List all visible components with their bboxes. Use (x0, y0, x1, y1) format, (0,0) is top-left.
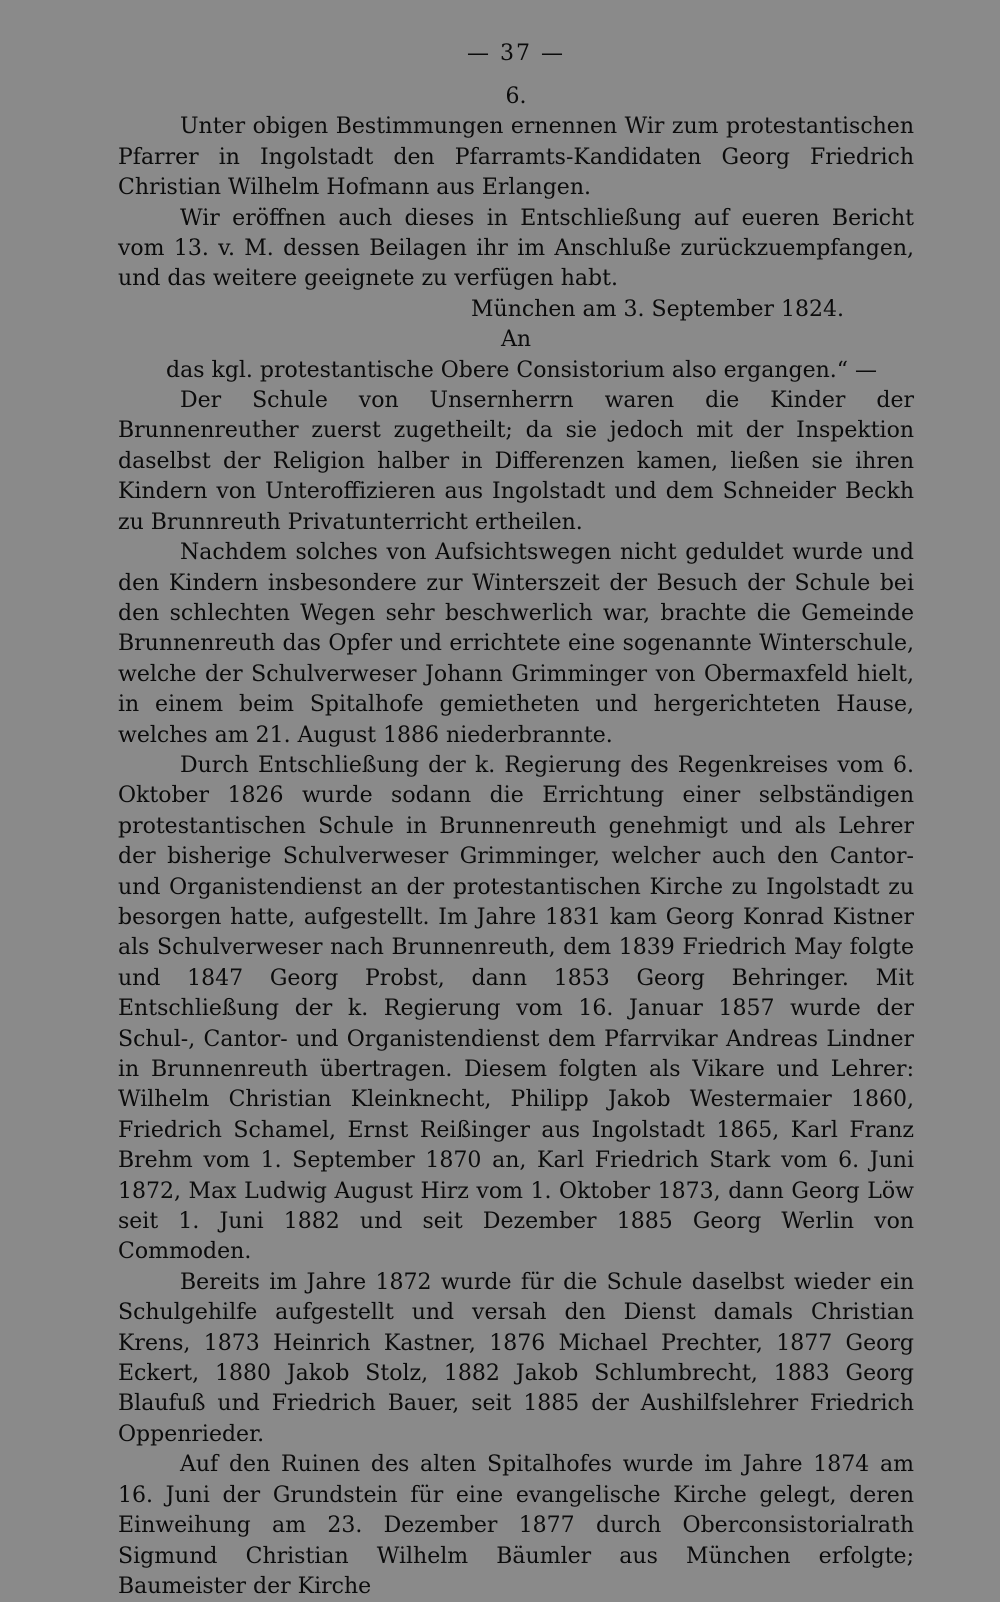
closing-line: das kgl. protestantische Obere Consistorium also ergangen.“ — (166, 357, 877, 383)
paragraph-appointment: Unter obigen Bestimmungen ernennen Wir zum protestantischen Pfarrer in Ingolstadt den Pfarramts-Kandidaten Georg Friedrich Christian Wilhelm Hofmann aus Erlangen. (118, 114, 914, 201)
place-date-line: München am 3. September 1824. (471, 296, 844, 322)
page-number: — 37 — (467, 41, 565, 66)
paragraph-school-history-2: Nachdem solches von Aufsichtswegen nicht geduldet wurde und den Kindern insbesondere zur Winterszeit der Besuch der Schule bei den schlechten Wegen sehr beschwerlich war, brachte die Gemeinde Brunnenreuth das Opfer und errichtete eine sogenannte Winterschule, welche der Schulverweser Johann Grimminger von Obermaxfeld hielt, in einem beim Spitalhofe gemietheten und hergerichteten Hause, welches am 21. August 1886 niederbrannte. (118, 540, 914, 748)
paragraph-notice: Wir eröffnen auch dieses in Entschließung auf eueren Bericht vom 13. v. M. dessen Beilagen ihr im Anschluße zurückzuempfangen, und das weitere geeignete zu verfügen habt. (118, 205, 914, 292)
section-number: 6. (505, 84, 527, 109)
document-page (118, 36, 914, 1602)
paragraph-church: Auf den Ruinen des alten Spitalhofes wurde im Jahre 1874 am 16. Juni der Grundstein für eine evangelische Kirche gelegt, deren Einweihung am 23. Dezember 1877 durch Oberconsistorialrath Sigmund Christian Wilhelm Bäumler aus München erfolgte; Baumeister der Kirche (118, 1452, 914, 1599)
paragraph-school-history-3: Durch Entschließung der k. Regierung des Regenkreises vom 6. Oktober 1826 wurde sodann die Errichtung einer selbständigen protestantischen Schule in Brunnenreuth genehmigt und als Lehrer der bisherige Schulverweser Grimminger, welcher auch den Cantor- und Organistendienst an der protestantischen Kirche zu Ingolstadt zu besorgen hatte, aufgestellt. Im Jahre 1831 kam Georg Konrad Kistner als Schulverweser nach Brunnenreuth, dem 1839 Friedrich May folgte und 1847 Georg Probst, dann 1853 Georg Behringer. Mit Entschließung der k. Regierung vom 16. Januar 1857 wurde der Schul-, Cantor- und Organistendienst dem Pfarrvikar Andreas Lindner in Brunnenreuth übertragen. Diesem folgten als Vikare und Lehrer: Wilhelm Christian Kleinknecht, Philipp Jakob Westermaier 1860, Friedrich Schamel, Ernst Reißinger aus Ingolstadt 1865, Karl Franz Brehm vom 1. September 1870 an, Karl Friedrich Stark vom 6. Juni 1872, Max Ludwig August Hirz vom 1. Oktober 1873, dann Georg Löw seit 1. Juni 1882 und seit Dezember 1885 Georg Werlin von Commoden. (118, 752, 914, 1265)
paragraph-school-history-1: Der Schule von Unsernherrn waren die Kinder der Brunnenreuther zuerst zugetheilt; da sie jedoch mit der Inspektion daselbst der Religion halber in Differenzen kamen, ließen sie ihren Kindern von Unteroffizieren aus Ingolstadt und dem Schneider Beckh zu Brunnreuth Privatunterricht ertheilen. (118, 388, 914, 535)
paragraph-school-assistants: Bereits im Jahre 1872 wurde für die Schule daselbst wieder ein Schulgehilfe aufgestellt und versah den Dienst damals Christian Krens, 1873 Heinrich Kastner, 1876 Michael Prechter, 1877 Georg Eckert, 1880 Jakob Stolz, 1882 Jakob Schlumbrecht, 1883 Georg Blaufuß und Friedrich Bauer, seit 1885 der Aushilfslehrer Friedrich Oppenrieder. (118, 1269, 914, 1447)
addressee-line: An (500, 327, 532, 353)
